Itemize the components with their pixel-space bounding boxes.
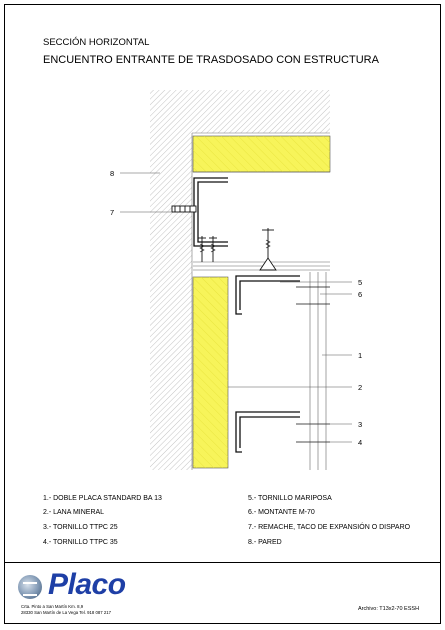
legend-item-1: 1.- DOBLE PLACA STANDARD BA 13 [43, 495, 162, 502]
legend-item-5: 5.- TORNILLO MARIPOSA [248, 495, 332, 502]
callout-3: 3 [358, 420, 363, 429]
callout-2: 2 [358, 383, 363, 392]
placo-logo-icon [18, 575, 42, 599]
legend-item-8: 8.- PARED [248, 539, 282, 546]
callout-8: 8 [110, 169, 115, 178]
callout-6: 6 [358, 290, 363, 299]
legend-item-3: 3.- TORNILLO TTPC 25 [43, 524, 118, 531]
screws-top [198, 228, 274, 262]
brand-name: Placo [48, 568, 126, 601]
legend-item-2: 2.- LANA MINERAL [43, 509, 105, 516]
callout-1: 1 [358, 351, 363, 360]
anchor-rivet [172, 206, 196, 212]
address-line-2: 28330 San Martín de La Vega Tel. 918 087 217 [21, 610, 111, 615]
vertical-insulation [193, 277, 228, 468]
legend-item-6: 6.- MONTANTE M-70 [248, 509, 315, 516]
upper-channel [194, 178, 228, 246]
footer-divider [4, 562, 441, 563]
vertical-boards [310, 272, 326, 470]
callout-4: 4 [358, 438, 363, 447]
placo-logo [14, 568, 139, 605]
upper-insulation [193, 136, 330, 172]
legend-item-7: 7.- REMACHE, TACO DE EXPANSIÓN O DISPARO [248, 524, 411, 531]
callout-5: 5 [358, 278, 363, 287]
address-line-1: Crta. Pinto a San Martín Km. 8,9 [21, 604, 84, 609]
legend-item-4: 4.- TORNILLO TTPC 35 [43, 539, 118, 546]
butterfly-screw [260, 258, 276, 270]
screws-studs [296, 287, 330, 442]
drawing-title: ENCUENTRO ENTRANTE DE TRASDOSADO CON ESTRUCTURA [43, 54, 379, 66]
section-title: SECCIÓN HORIZONTAL [43, 37, 150, 48]
studs [236, 276, 300, 452]
callout-7: 7 [110, 208, 115, 217]
file-reference: Archivo: T13x2-70 ESSH [358, 606, 420, 612]
